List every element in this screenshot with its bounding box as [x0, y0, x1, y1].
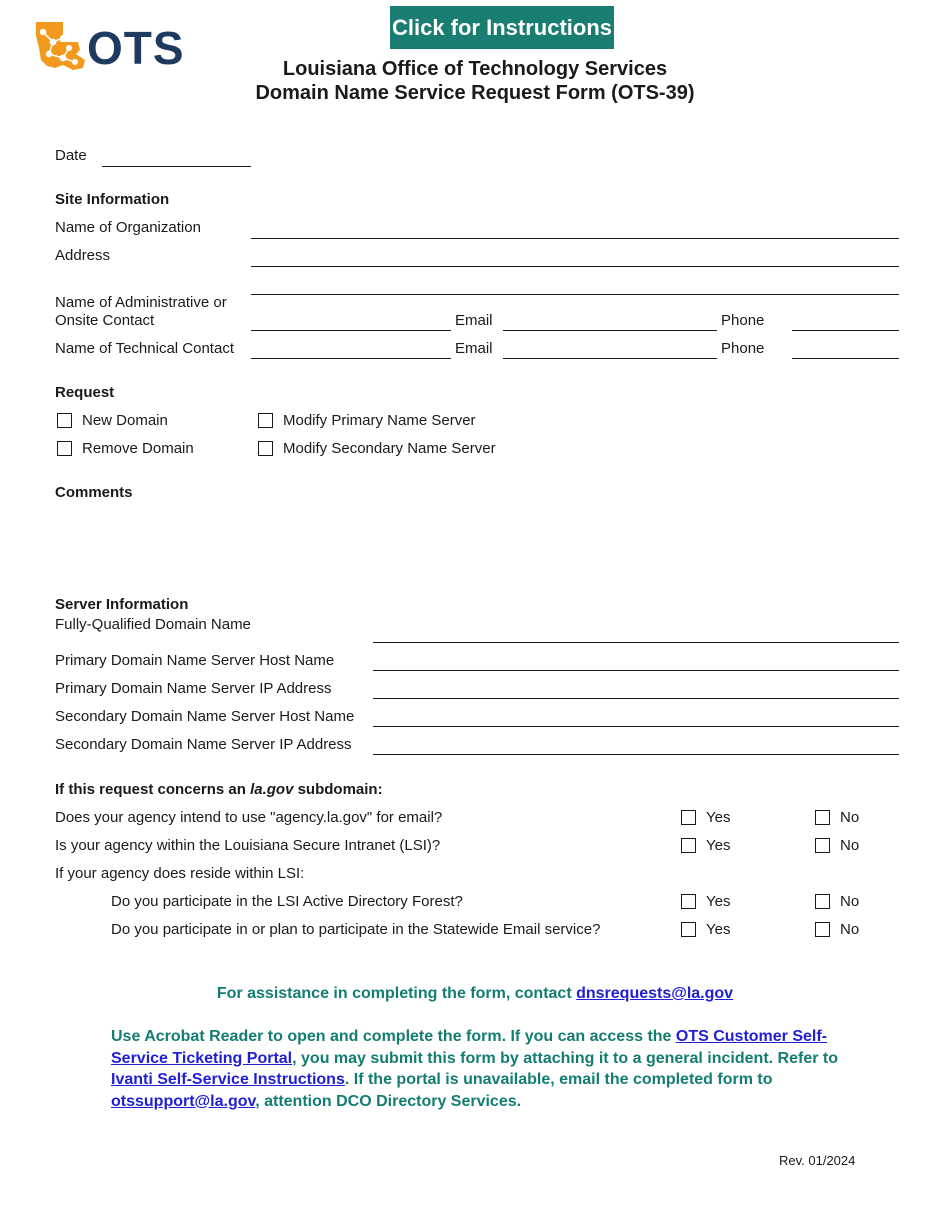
q-email-yes-checkbox[interactable]	[681, 810, 696, 825]
q-lsi-label: Is your agency within the Louisiana Secure Intranet (LSI)?	[55, 837, 441, 854]
page-title: Louisiana Office of Technology Services	[282, 58, 668, 80]
server-info-heading: Server Information	[55, 596, 189, 613]
assistance-text: For assistance in completing the form, contact	[216, 985, 577, 1002]
date-label: Date	[55, 147, 87, 164]
q-lsi-reside-label: If your agency does reside within LSI:	[55, 865, 305, 882]
q-statewide-email-no-label: No	[840, 921, 860, 938]
tech-contact-field[interactable]	[251, 358, 451, 359]
remove-domain-checkbox[interactable]	[57, 441, 72, 456]
org-label: Name of Organization	[55, 219, 201, 236]
tech-phone-field[interactable]	[792, 358, 899, 359]
ots-support-email-link[interactable]: otssupport@la.gov	[111, 1092, 256, 1110]
lagov-heading: If this request concerns an la.gov subdomain:	[55, 781, 383, 798]
modify-secondary-label: Modify Secondary Name Server	[283, 440, 496, 457]
primary-ip-field[interactable]	[373, 698, 899, 699]
secondary-host-label: Secondary Domain Name Server Host Name	[55, 708, 355, 725]
q-email-no-label: No	[840, 809, 860, 826]
q-ad-forest-no-checkbox[interactable]	[815, 894, 830, 909]
q-statewide-email-yes-checkbox[interactable]	[681, 922, 696, 937]
comments-heading: Comments	[55, 484, 133, 501]
q-email-no-checkbox[interactable]	[815, 810, 830, 825]
q-lsi-yes-checkbox[interactable]	[681, 838, 696, 853]
admin-contact-label-2: Onsite Contact	[55, 312, 155, 329]
tech-phone-label: Phone	[721, 340, 765, 357]
instructions-button[interactable]: Click for Instructions	[390, 6, 614, 49]
modify-secondary-checkbox[interactable]	[258, 441, 273, 456]
admin-email-field[interactable]	[503, 330, 717, 331]
new-domain-checkbox[interactable]	[57, 413, 72, 428]
admin-email-label: Email	[455, 312, 493, 329]
secondary-ip-field[interactable]	[373, 754, 899, 755]
comments-field[interactable]	[55, 506, 899, 590]
q-statewide-email-label: Do you participate in or plan to participate in the Statewide Email service?	[111, 921, 601, 938]
fqdn-label: Fully-Qualified Domain Name	[55, 616, 251, 633]
ivanti-instructions-link[interactable]: Ivanti Self-Service Instructions	[111, 1071, 345, 1088]
address-field-2[interactable]	[251, 294, 899, 295]
tech-email-label: Email	[455, 340, 493, 357]
address-label: Address	[55, 247, 111, 264]
remove-domain-label: Remove Domain	[82, 440, 194, 457]
admin-contact-label: Name of Administrative or	[55, 294, 227, 311]
q-email-label: Does your agency intend to use "agency.la.gov" for email?	[55, 809, 443, 826]
primary-host-label: Primary Domain Name Server Host Name	[55, 652, 335, 669]
org-field[interactable]	[251, 238, 899, 239]
fqdn-field[interactable]	[373, 642, 899, 643]
q-statewide-email-yes-label: Yes	[706, 921, 731, 938]
site-info-heading: Site Information	[55, 191, 170, 208]
new-domain-label: New Domain	[82, 412, 168, 429]
logo-text: OTS	[87, 22, 185, 74]
secondary-host-field[interactable]	[373, 726, 899, 727]
admin-phone-field[interactable]	[792, 330, 899, 331]
admin-contact-field[interactable]	[251, 330, 451, 331]
secondary-ip-label: Secondary Domain Name Server IP Address	[55, 736, 352, 753]
q-ad-forest-yes-checkbox[interactable]	[681, 894, 696, 909]
q-email-yes-label: Yes	[706, 809, 731, 826]
revision-label: Rev. 01/2024	[779, 1153, 856, 1168]
tech-email-field[interactable]	[503, 358, 717, 359]
primary-host-field[interactable]	[373, 670, 899, 671]
submission-instructions: Use Acrobat Reader to open and complete the form. If you can access the OTS Customer Self-Service Ticketing Portal, you may submit this form by attaching it to a general incident. Refer to Ivanti Self-Service Instructions. If the portal is unavailable, email the completed form to otssupport@la.gov, attention DCO Directory Services.	[111, 1028, 838, 1110]
dns-requests-email-link[interactable]: dnsrequests@la.gov	[576, 985, 734, 1002]
admin-phone-label: Phone	[721, 312, 765, 329]
address-field-1[interactable]	[251, 266, 899, 267]
form-title: Domain Name Service Request Form (OTS-39)	[255, 82, 695, 104]
tech-contact-label: Name of Technical Contact	[55, 340, 234, 357]
modify-primary-label: Modify Primary Name Server	[283, 412, 476, 429]
assistance-line	[0, 984, 950, 1004]
q-ad-forest-yes-label: Yes	[706, 893, 731, 910]
modify-primary-checkbox[interactable]	[258, 413, 273, 428]
q-ad-forest-no-label: No	[840, 893, 860, 910]
q-lsi-no-label: No	[840, 837, 860, 854]
q-statewide-email-no-checkbox[interactable]	[815, 922, 830, 937]
q-lsi-no-checkbox[interactable]	[815, 838, 830, 853]
q-ad-forest-label: Do you participate in the LSI Active Directory Forest?	[111, 893, 463, 910]
primary-ip-label: Primary Domain Name Server IP Address	[55, 680, 332, 697]
q-lsi-yes-label: Yes	[706, 837, 731, 854]
date-field[interactable]	[102, 166, 251, 167]
self-service-portal-link[interactable]: OTS Customer Self-Service Ticketing Portal	[111, 1028, 828, 1067]
request-heading: Request	[55, 384, 115, 401]
